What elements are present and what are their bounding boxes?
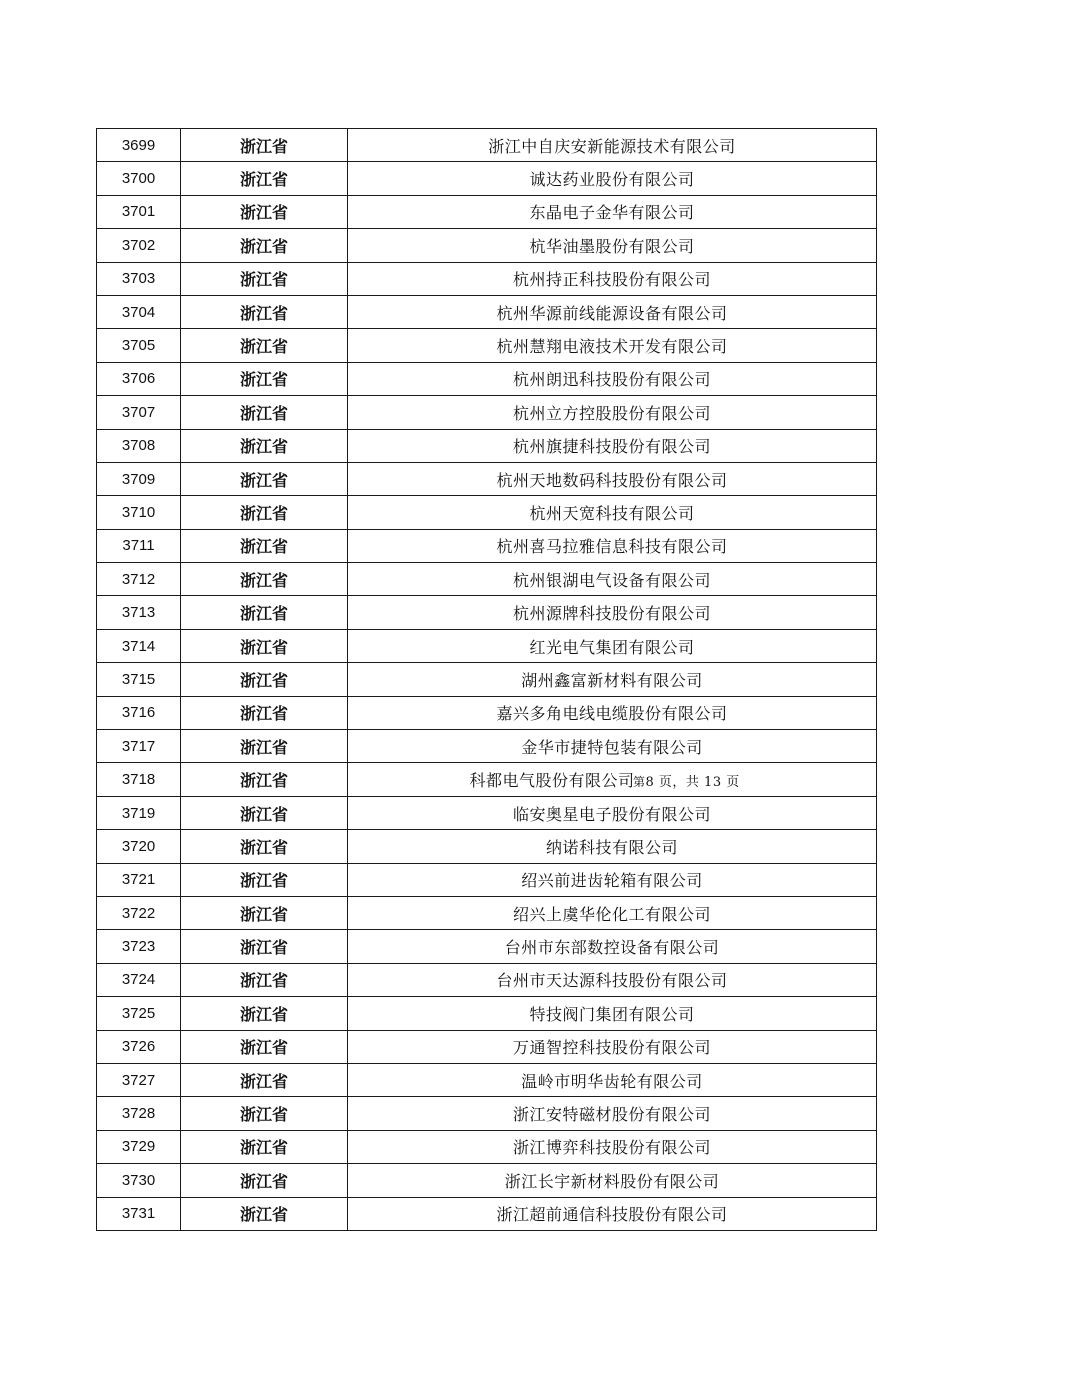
company-name-cell [348, 362, 877, 395]
page-number-prefix: 第 [633, 775, 646, 790]
company-name: 杭州立方控股股份有限公司 [512, 403, 711, 423]
table-row [97, 863, 877, 896]
company-name: 金华市捷特包装有限公司 [521, 737, 703, 757]
table-row [97, 997, 877, 1030]
company-table [96, 128, 877, 1231]
table-row [97, 1197, 877, 1230]
table-body [97, 129, 877, 1231]
province-cell: 浙江省 [181, 663, 348, 696]
province-cell: 浙江省 [181, 997, 348, 1030]
table-row [97, 629, 877, 662]
company-name: 杭华油墨股份有限公司 [529, 236, 695, 256]
province-cell: 浙江省 [181, 496, 348, 529]
province-cell: 浙江省 [181, 396, 348, 429]
province-cell: 浙江省 [181, 863, 348, 896]
row-number: 3720 [97, 830, 181, 863]
company-name-cell [348, 1164, 877, 1197]
province-cell: 浙江省 [181, 796, 348, 829]
company-name: 杭州慧翔电液技术开发有限公司 [496, 337, 728, 357]
province-cell: 浙江省 [181, 295, 348, 328]
row-number: 3703 [97, 262, 181, 295]
company-name: 台州市天达源科技股份有限公司 [496, 971, 728, 991]
row-number: 3727 [97, 1063, 181, 1096]
company-name: 浙江博弈科技股份有限公司 [512, 1138, 711, 1158]
company-name: 绍兴上虞华伦化工有限公司 [512, 904, 711, 924]
row-number: 3731 [97, 1197, 181, 1230]
province-cell: 浙江省 [181, 963, 348, 996]
company-name: 浙江长宇新材料股份有限公司 [504, 1171, 720, 1191]
table-row [97, 763, 877, 796]
row-number: 3712 [97, 563, 181, 596]
table-row [97, 396, 877, 429]
province-cell: 浙江省 [181, 930, 348, 963]
province-cell: 浙江省 [181, 563, 348, 596]
table-row [97, 262, 877, 295]
company-name: 东晶电子金华有限公司 [529, 203, 695, 223]
row-number: 3730 [97, 1164, 181, 1197]
table-row [97, 362, 877, 395]
province-cell: 浙江省 [181, 362, 348, 395]
company-name: 杭州华源前线能源设备有限公司 [496, 303, 728, 323]
company-name-cell [348, 496, 877, 529]
province-cell: 浙江省 [181, 1130, 348, 1163]
row-number: 3726 [97, 1030, 181, 1063]
company-name-cell [348, 1197, 877, 1230]
province-cell: 浙江省 [181, 730, 348, 763]
company-name-cell [348, 195, 877, 228]
row-number: 3709 [97, 462, 181, 495]
company-name: 杭州喜马拉雅信息科技有限公司 [496, 537, 728, 557]
table-row [97, 963, 877, 996]
company-name: 诚达药业股份有限公司 [529, 170, 695, 190]
company-name: 杭州银湖电气设备有限公司 [512, 570, 711, 590]
company-name-cell [348, 1063, 877, 1096]
row-number: 3723 [97, 930, 181, 963]
table-row [97, 162, 877, 195]
company-name: 纳诺科技有限公司 [545, 837, 678, 857]
company-name-cell [348, 663, 877, 696]
table-row [97, 696, 877, 729]
company-name-cell [348, 429, 877, 462]
company-name-cell [348, 596, 877, 629]
row-number: 3725 [97, 997, 181, 1030]
company-name-cell [348, 329, 877, 362]
company-name-cell [348, 629, 877, 662]
company-name: 台州市东部数控设备有限公司 [504, 938, 720, 958]
company-name-cell [348, 563, 877, 596]
table-row [97, 1030, 877, 1063]
row-number: 3707 [97, 396, 181, 429]
company-name-cell [348, 229, 877, 262]
company-name: 杭州朗迅科技股份有限公司 [512, 370, 711, 390]
row-number: 3728 [97, 1097, 181, 1130]
province-cell: 浙江省 [181, 896, 348, 929]
company-name-cell [348, 763, 877, 796]
company-name-cell [348, 896, 877, 929]
table-row [97, 1063, 877, 1096]
province-cell: 浙江省 [181, 629, 348, 662]
table-row [97, 730, 877, 763]
company-name-cell [348, 396, 877, 429]
province-cell: 浙江省 [181, 262, 348, 295]
table-row [97, 195, 877, 228]
province-cell: 浙江省 [181, 763, 348, 796]
province-cell: 浙江省 [181, 162, 348, 195]
table-row [97, 1164, 877, 1197]
row-number: 3701 [97, 195, 181, 228]
company-name: 杭州旗捷科技股份有限公司 [512, 437, 711, 457]
table-row [97, 896, 877, 929]
company-name-cell [348, 462, 877, 495]
company-name: 临安奥星电子股份有限公司 [512, 804, 711, 824]
company-name: 浙江安特磁材股份有限公司 [512, 1105, 711, 1125]
row-number: 3721 [97, 863, 181, 896]
company-name-cell [348, 162, 877, 195]
province-cell: 浙江省 [181, 1063, 348, 1096]
company-name-cell [348, 830, 877, 863]
province-cell: 浙江省 [181, 1030, 348, 1063]
company-name: 绍兴前进齿轮箱有限公司 [521, 871, 703, 891]
company-name: 浙江中自庆安新能源技术有限公司 [488, 136, 736, 156]
province-cell: 浙江省 [181, 229, 348, 262]
company-name-cell [348, 963, 877, 996]
company-name-cell [348, 262, 877, 295]
company-name: 杭州天宽科技有限公司 [529, 503, 695, 523]
company-name-cell [348, 696, 877, 729]
row-number: 3722 [97, 896, 181, 929]
table-row [97, 529, 877, 562]
table-row [97, 229, 877, 262]
company-name-cell [348, 997, 877, 1030]
row-number: 3705 [97, 329, 181, 362]
company-name: 浙江超前通信科技股份有限公司 [496, 1205, 728, 1225]
province-cell: 浙江省 [181, 429, 348, 462]
row-number: 3711 [97, 529, 181, 562]
province-cell: 浙江省 [181, 195, 348, 228]
company-name: 温岭市明华齿轮有限公司 [521, 1071, 703, 1091]
province-cell: 浙江省 [181, 462, 348, 495]
company-name: 特技阀门集团有限公司 [529, 1004, 695, 1024]
table-row [97, 930, 877, 963]
table-row [97, 830, 877, 863]
company-name-cell [348, 796, 877, 829]
table-row [97, 663, 877, 696]
company-name-cell [348, 1130, 877, 1163]
province-cell: 浙江省 [181, 696, 348, 729]
row-number: 3729 [97, 1130, 181, 1163]
table-row [97, 295, 877, 328]
row-number: 3714 [97, 629, 181, 662]
company-name: 科都电气股份有限公司 [469, 771, 635, 791]
table-row [97, 796, 877, 829]
province-cell: 浙江省 [181, 529, 348, 562]
row-number: 3717 [97, 730, 181, 763]
province-cell: 浙江省 [181, 830, 348, 863]
company-name-cell [348, 930, 877, 963]
row-number: 3700 [97, 162, 181, 195]
row-number: 3706 [97, 362, 181, 395]
table-row [97, 129, 877, 162]
company-name-cell [348, 129, 877, 162]
company-name: 万通智控科技股份有限公司 [512, 1038, 711, 1058]
row-number: 3724 [97, 963, 181, 996]
row-number: 3704 [97, 295, 181, 328]
company-name-cell [348, 863, 877, 896]
row-number: 3708 [97, 429, 181, 462]
row-number: 3713 [97, 596, 181, 629]
company-name: 杭州源牌科技股份有限公司 [512, 604, 711, 624]
page-number-text: 8 页，共 13 页 [645, 775, 740, 791]
row-number: 3715 [97, 663, 181, 696]
company-name: 嘉兴多角电线电缆股份有限公司 [496, 704, 728, 724]
row-number: 3716 [97, 696, 181, 729]
company-name: 杭州持正科技股份有限公司 [512, 270, 711, 290]
company-name-cell [348, 1097, 877, 1130]
company-name-cell [348, 730, 877, 763]
row-number: 3718 [97, 763, 181, 796]
table-row [97, 1097, 877, 1130]
table-row [97, 462, 877, 495]
table-row [97, 563, 877, 596]
province-cell: 浙江省 [181, 1164, 348, 1197]
row-number: 3702 [97, 229, 181, 262]
table-row [97, 429, 877, 462]
province-cell: 浙江省 [181, 1097, 348, 1130]
table-row [97, 1130, 877, 1163]
company-name-cell [348, 1030, 877, 1063]
row-number: 3719 [97, 796, 181, 829]
province-cell: 浙江省 [181, 1197, 348, 1230]
company-name: 湖州鑫富新材料有限公司 [521, 670, 703, 690]
province-cell: 浙江省 [181, 329, 348, 362]
row-number: 3710 [97, 496, 181, 529]
table-row [97, 329, 877, 362]
company-name-cell [348, 529, 877, 562]
company-name: 红光电气集团有限公司 [529, 637, 695, 657]
company-name-cell [348, 295, 877, 328]
page-number-marker [633, 771, 740, 790]
row-number: 3699 [97, 129, 181, 162]
company-name: 杭州天地数码科技股份有限公司 [496, 470, 728, 490]
table-row [97, 496, 877, 529]
province-cell: 浙江省 [181, 596, 348, 629]
province-cell: 浙江省 [181, 129, 348, 162]
table-row [97, 596, 877, 629]
